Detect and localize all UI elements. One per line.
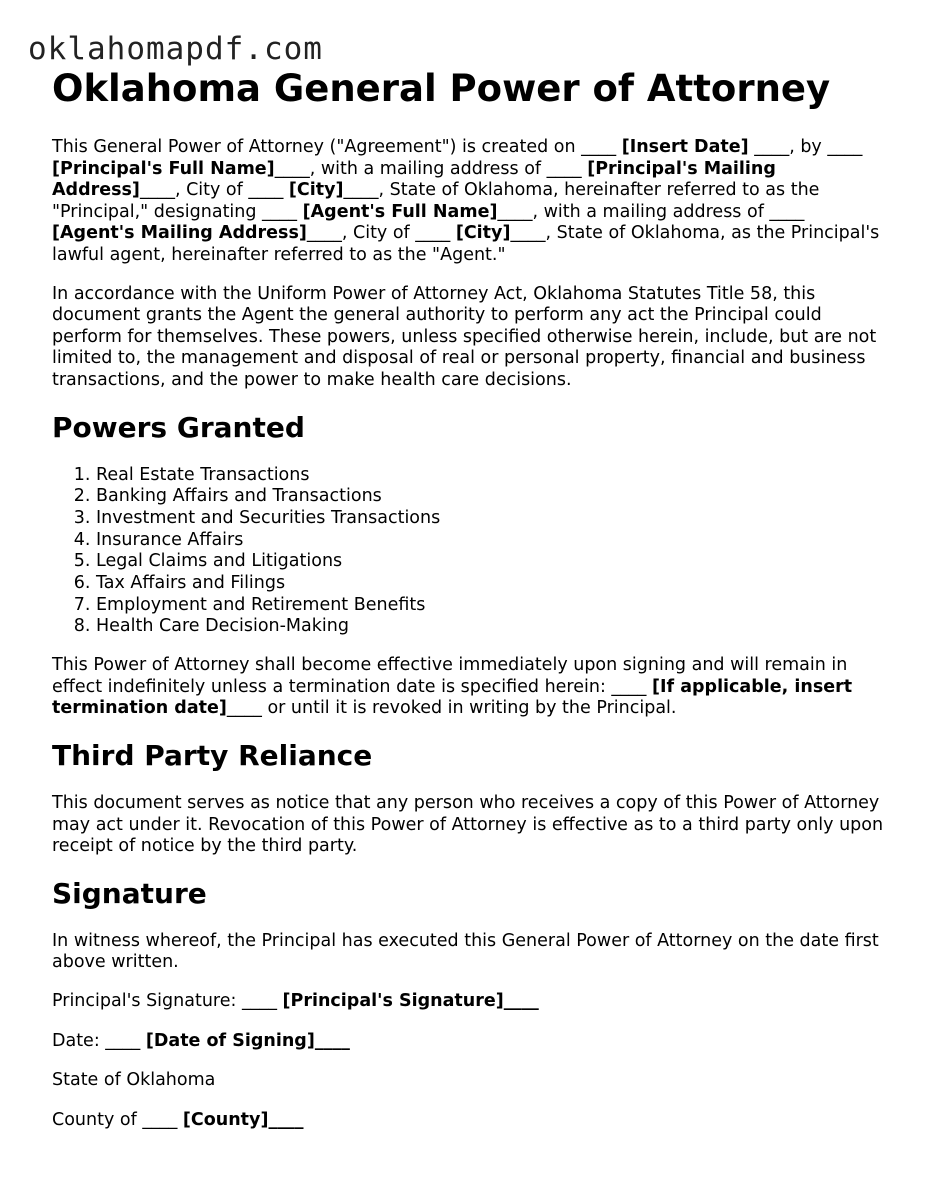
termination-date-field: [If applicable, insert termination date]: [52, 676, 853, 719]
principal-city-field: [City]: [288, 180, 344, 201]
site-watermark: oklahomapdf.com: [28, 31, 323, 67]
county-line: County of ____ [County]____: [52, 1109, 304, 1130]
agent-address-field: [Agent's Mailing Address]: [52, 223, 307, 244]
effective-paragraph: This Power of Attorney shall become effective immediately upon signing and will remain in effect indefinitely unless a termination date is specified herein: ____ [If applicable, insert termination date]____ or until it is revoked in writing by the Principal.: [52, 655, 853, 719]
document-title: Oklahoma General Power of Attorney: [52, 67, 831, 110]
date-line: Date: ____ [Date of Signing]____: [52, 1030, 350, 1051]
list-item: 3. Investment and Securities Transactions: [96, 508, 892, 530]
principal-name-field: [Principal's Full Name]: [52, 158, 275, 179]
third-party-heading: Third Party Reliance: [52, 738, 373, 772]
list-item: 8. Health Care Decision-Making: [96, 616, 892, 638]
list-item: 5. Legal Claims and Litigations: [96, 551, 892, 573]
document-body: [52, 66, 892, 1149]
principal-address-field: [Principal's Mailing Address]: [52, 158, 776, 201]
list-item: 1. Real Estate Transactions: [96, 465, 892, 487]
insert-date-field: [Insert Date]: [621, 137, 749, 157]
intro-paragraph: This General Power of Attorney ("Agreement") is created on ____ [Insert Date] ____, by ____ [Principal's Full Name]____, with a mailing address of ____ [Principal's Mailing Address]____, City of ____ [City]____, State of Oklahoma, hereinafter referred to as the "Principal," designating ____ [Agent's Full Name]____, with a mailing address of ____ [Agent's Mailing Address]____, City of ____ [City]____, State of Oklahoma, as the Principal's lawful agent, hereinafter referred to as the "Agent.": [52, 137, 880, 265]
powers-list: [52, 465, 892, 639]
signature-heading: Signature: [52, 876, 207, 910]
third-party-paragraph: This document serves as notice that any person who receives a copy of this Power of Attorney may act under it. Revocation of this Power of Attorney is effective as to a third party only upon receipt of notice by the third party.: [52, 792, 884, 857]
county-field: [County]: [182, 1109, 269, 1130]
list-item: 2. Banking Affairs and Transactions: [96, 486, 892, 508]
list-item: 6. Tax Affairs and Filings: [96, 573, 892, 595]
agent-name-field: [Agent's Full Name]: [302, 201, 498, 222]
principal-signature-field: [Principal's Signature]: [282, 990, 504, 1011]
state-line: State of Oklahoma: [52, 1070, 216, 1091]
list-item: 4. Insurance Affairs: [96, 530, 892, 552]
powers-heading: Powers Granted: [52, 410, 305, 444]
date-of-signing-field: [Date of Signing]: [145, 1030, 315, 1051]
agent-city-field: [City]: [455, 223, 511, 244]
authority-paragraph: In accordance with the Uniform Power of Attorney Act, Oklahoma Statutes Title 58, this document grants the Agent the general authority to perform any act the Principal could perform for themselves. These powers, unless specified otherwise herein, include, but are not limited to, the management and disposal of real or personal property, financial and business transactions, and the power to make health care decisions.: [52, 283, 877, 390]
principal-signature-line: Principal's Signature: ____ [Principal's Signature]____: [52, 990, 539, 1011]
witness-paragraph: In witness whereof, the Principal has executed this General Power of Attorney on the date first above written.: [52, 930, 879, 973]
list-item: 7. Employment and Retirement Benefits: [96, 595, 892, 617]
